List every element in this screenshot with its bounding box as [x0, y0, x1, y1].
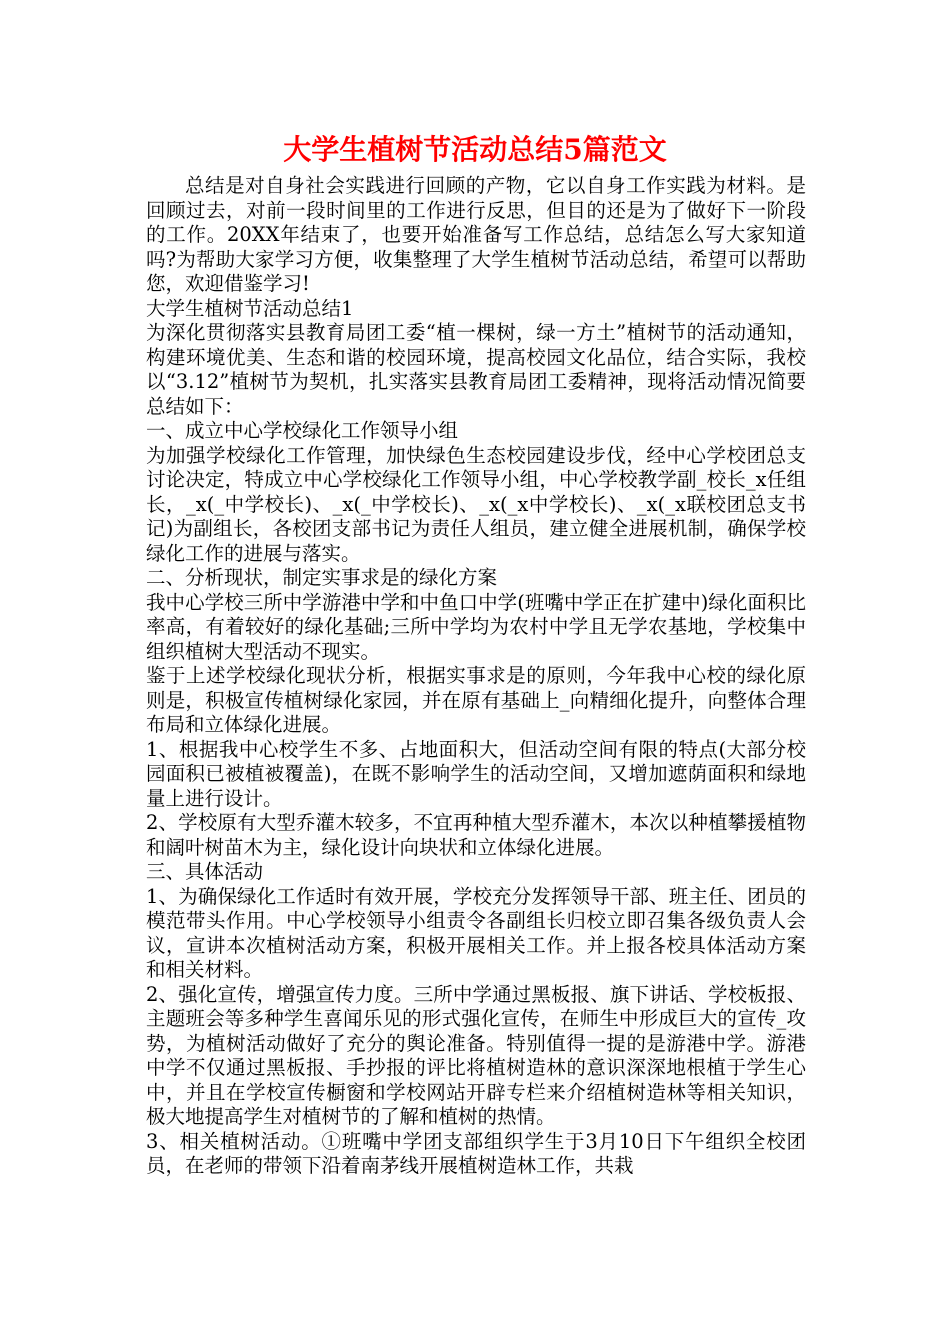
section-heading-summary-1: 大学生植树节活动总结1: [146, 296, 354, 320]
section-heading-3: 三、具体活动: [146, 860, 264, 883]
intro-paragraph: 总结是对自身社会实践进行回顾的产物，它以自身工作实践为材料。是回顾过去，对前一段时间里的工作进行反思，但目的还是为了做好下一阶段的工作。20XX年结束了，也要开始准备写工作总结，总结怎么写大家知道吗?为帮助大家学习方便，收集整理了大学生植树节活动总结，希望可以帮助您，欢迎借鉴学习!: [146, 174, 806, 295]
paragraph: 我中心学校三所中学游港中学和中鱼口中学(班嘴中学正在扩建中)绿化面积比率高，有着较好的绿化基础;三所中学均为农村中学且无学农基地，学校集中组织植树大型活动不现实。: [146, 590, 806, 663]
paragraph: 为加强学校绿化工作管理，加快绿色生态校园建设步伐，经中心学校团总支讨论决定，特成立中心学校绿化工作领导小组，中心学校教学副_校长_x任组长，_x(_中学校长)、_x(_中学校长)、_x(_x中学校长)、_x(_x联校团总支书记)为副组长，各校团支部书记为责任人组员，建立健全进展机制，确保学校绿化工作的进展与落实。: [146, 443, 806, 565]
section-heading-2: 二、分析现状，制定实事求是的绿化方案: [146, 566, 498, 589]
document-title: 大学生植树节活动总结5篇范文: [283, 133, 667, 166]
list-item: 2、学校原有大型乔灌木较多，不宜再种植大型乔灌木，本次以种植攀援植物和阔叶树苗木为主，绿化设计向块状和立体绿化进展。: [146, 811, 806, 859]
section-heading-1: 一、成立中心学校绿化工作领导小组: [146, 419, 459, 442]
document-body: [146, 174, 806, 1179]
paragraph: 为深化贯彻落实县教育局团工委“植一棵树，绿一方土”植树节的活动通知，构建环境优美、生态和谐的校园环境，提高校园文化品位，结合实际，我校以“3.12”植树节为契机，扎实落实县教育局团工委精神，现将活动情况简要总结如下：: [146, 321, 806, 418]
list-item: 3、相关植树活动。①班嘴中学团支部组织学生于3月10日下午组织全校团员，在老师的带领下沿着南茅线开展植树造林工作，共栽: [146, 1129, 806, 1177]
paragraph: 鉴于上述学校绿化现状分析，根据实事求是的原则，今年我中心校的绿化原则是，积极宣传植树绿化家园，并在原有基础上_向精细化提升，向整体合理布局和立体绿化进展。: [146, 664, 806, 736]
list-item: 1、根据我中心校学生不多、占地面积大，但活动空间有限的特点(大部分校园面积已被植被覆盖)，在既不影响学生的活动空间，又增加遮荫面积和绿地量上进行设计。: [146, 737, 806, 810]
list-item: 1、为确保绿化工作适时有效开展，学校充分发挥领导干部、班主任、团员的模范带头作用。中心学校领导小组责令各副组长归校立即召集各级负责人会议，宣讲本次植树活动方案，积极开展相关工作。并上报各校具体活动方案和相关材料。: [146, 884, 806, 981]
list-item: 2、强化宣传，增强宣传力度。三所中学通过黑板报、旗下讲话、学校板报、主题班会等多种学生喜闻乐见的形式强化宣传，在师生中形成巨大的宣传_攻势，为植树活动做好了充分的舆论准备。特别值得一提的是游港中学。游港中学不仅通过黑板报、手抄报的评比将植树造林的意识深深地根植于学生心中，并且在学校宣传橱窗和学校网站开辟专栏来介绍植树造林等相关知识，极大地提高学生对植树节的了解和植树的热情。: [146, 982, 806, 1128]
